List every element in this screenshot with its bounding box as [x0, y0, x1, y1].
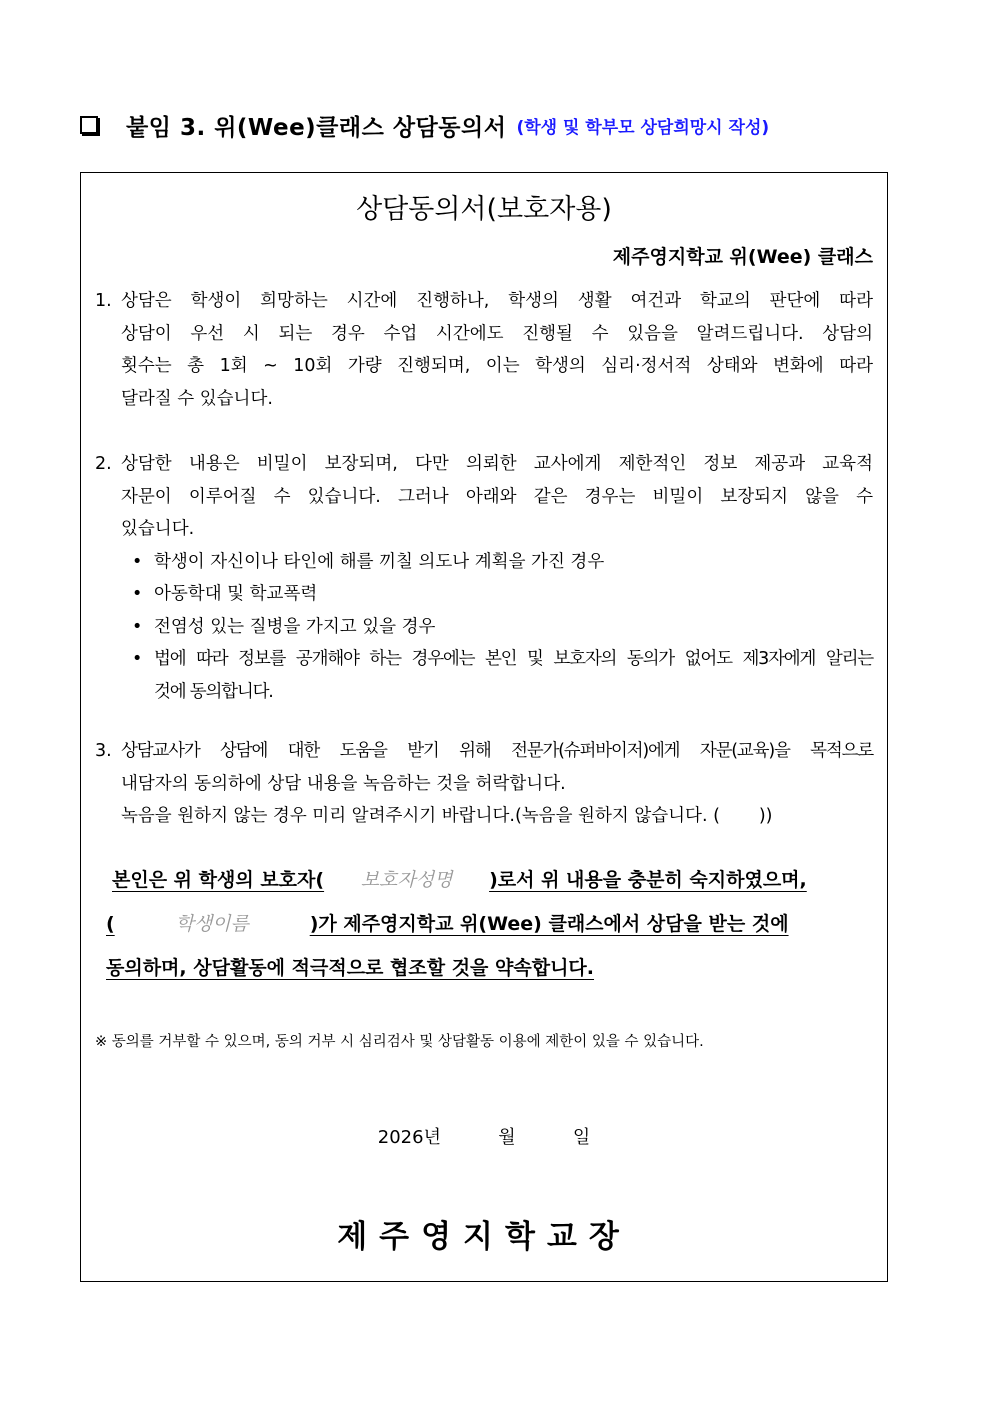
paragraph-number: 2. [95, 454, 112, 474]
paragraph-line: 상담교사가 상담에 대한 도움을 받기 위해 전문가(슈퍼바이저)에게 자문(교육)을 목적으로 [121, 741, 873, 761]
bullet-icon: • [132, 649, 143, 669]
paragraph-line: 상담한 내용은 비밀이 보장되며, 다만 의뢰한 교사에게 제한적인 정보 제공과 교육적 [121, 454, 873, 474]
consent-text: )로서 위 내용을 충분히 숙지하였으며, [489, 869, 807, 891]
date-month: 월 [498, 1127, 516, 1148]
attachment-title: 붙임 3. 위(Wee)클래스 상담동의서 [126, 114, 507, 141]
paragraph-1 [95, 285, 873, 415]
attachment-note: (학생 및 학부모 상담희망시 작성) [516, 117, 770, 138]
list-item [132, 611, 873, 644]
guardian-name-field[interactable]: 보호자성명 [360, 869, 453, 891]
paragraph-line: 상담이 우선 시 되는 경우 수업 시간에도 진행될 수 있음을 알려드립니다. 상담의 [121, 323, 873, 344]
list-item-text: 것에 동의합니다. [154, 681, 273, 702]
attachment-heading [80, 108, 900, 142]
consent-line-2 [106, 902, 876, 946]
student-name-field[interactable]: 학생이름 [175, 913, 249, 935]
paragraph-line: 있습니다. [121, 519, 195, 539]
consent-form-box [80, 172, 888, 1282]
date-year: 2026년 [377, 1127, 441, 1148]
consent-text: ( [106, 913, 115, 935]
paragraph-line: 달라질 수 있습니다. [121, 388, 273, 409]
list-item [132, 578, 873, 611]
paragraph-2 [95, 448, 873, 708]
checkbox-square-icon [80, 116, 98, 134]
paragraph-line: 횟수는 총 1회 ~ 10회 가량 진행되며, 이는 학생의 심리·정서적 상태와 변화에 따라 [121, 356, 873, 376]
list-item-text: 아동학대 및 학교폭력 [154, 584, 318, 604]
list-item-text: 법에 따라 정보를 공개해야 하는 경우에는 본인 및 보호자의 동의가 없어도 제3자에게 알리는 [154, 649, 873, 669]
paragraph-line: 자문이 이루어질 수 있습니다. 그러나 아래와 같은 경우는 비밀이 보장되지 않을 수 [121, 486, 873, 507]
paragraph-line: 상담은 학생이 희망하는 시간에 진행하나, 학생의 생활 여건과 학교의 판단에 따라 [121, 291, 873, 311]
footnote: ※ 동의를 거부할 수 있으며, 동의 거부 시 심리검사 및 상담활동 이용에 제한이 있을 수 있습니다. [95, 1034, 704, 1050]
form-title: 상담동의서(보호자용) [356, 194, 612, 225]
consent-text: 본인은 위 학생의 보호자( [112, 869, 325, 891]
paragraph-line: 내담자의 동의하에 상담 내용을 녹음하는 것을 허락합니다. [121, 773, 566, 794]
list-item-text: 학생이 자신이나 타인에 해를 끼칠 의도나 계획을 가진 경우 [154, 551, 605, 572]
paragraph-number: 1. [95, 291, 112, 311]
consent-text: )가 제주영지학교 위(Wee) 클래스에서 상담을 받는 것에 [309, 913, 789, 935]
bullet-icon: • [132, 616, 143, 637]
date-line [81, 1123, 887, 1149]
school-name: 제주영지학교 위(Wee) 클래스 [612, 246, 873, 268]
consent-line-1 [106, 858, 876, 902]
paragraph-line: 녹음을 원하지 않는 경우 미리 알려주시기 바랍니다.(녹음을 원하지 않습니다. ( )) [121, 806, 773, 826]
consent-line-3: 동의하며, 상담활동에 적극적으로 협조할 것을 약속합니다. [106, 957, 595, 979]
principal-signature: 제주영지학교장 [337, 1219, 631, 1255]
consent-statement [106, 858, 876, 990]
bullet-icon: • [132, 584, 143, 604]
paragraph-3 [95, 735, 873, 833]
list-item [132, 643, 873, 708]
date-day: 일 [572, 1127, 591, 1148]
list-item [132, 546, 873, 579]
list-item-text: 전염성 있는 질병을 가지고 있을 경우 [154, 616, 436, 637]
bullet-icon: • [132, 551, 143, 572]
paragraph-number: 3. [95, 741, 112, 761]
exception-list [95, 546, 873, 709]
